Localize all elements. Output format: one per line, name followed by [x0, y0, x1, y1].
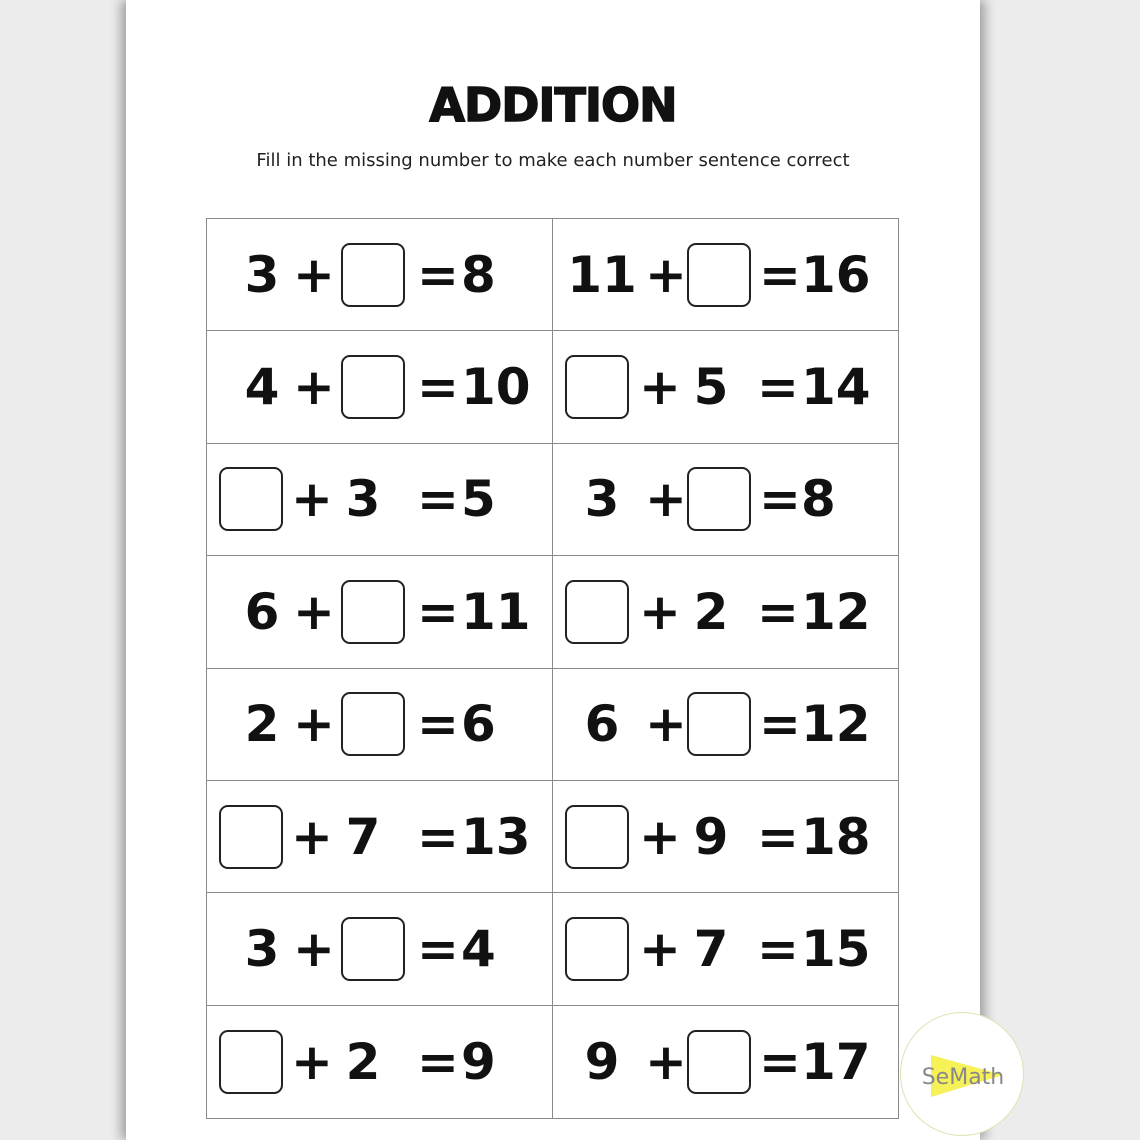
problem-cell: [553, 331, 898, 443]
equals-sign: =: [417, 245, 459, 304]
plus-sign: +: [639, 807, 681, 866]
sum-value: 17: [801, 1032, 871, 1091]
problem-cell: [207, 1006, 553, 1118]
addend-b: 2: [345, 1032, 381, 1091]
answer-box[interactable]: [565, 580, 629, 644]
plus-sign: +: [293, 695, 335, 754]
instructions-text: Fill in the missing number to make each number sentence correct: [256, 150, 850, 171]
plus-sign: +: [645, 245, 687, 304]
problem-cell: [207, 219, 553, 331]
answer-box[interactable]: [341, 692, 405, 756]
semath-logo-icon: [901, 1013, 1025, 1137]
sum-value: 11: [461, 582, 531, 641]
plus-sign: +: [645, 470, 687, 529]
addend-a: 2: [244, 695, 280, 754]
answer-box[interactable]: [565, 805, 629, 869]
plus-sign: +: [645, 695, 687, 754]
addend-a: 11: [567, 245, 637, 304]
problem-cell: [553, 669, 898, 781]
answer-box[interactable]: [341, 580, 405, 644]
page-title: ADDITION: [429, 78, 677, 132]
answer-box[interactable]: [341, 355, 405, 419]
answer-box[interactable]: [687, 467, 751, 531]
equals-sign: =: [759, 695, 801, 754]
sum-value: 8: [801, 470, 836, 529]
addend-a: 6: [584, 695, 620, 754]
sum-value: 6: [461, 695, 496, 754]
problem-cell: [207, 781, 553, 893]
answer-box[interactable]: [565, 355, 629, 419]
problem-cell: [553, 781, 898, 893]
sum-value: 4: [461, 919, 496, 978]
problem-cell: [553, 1006, 898, 1118]
answer-box[interactable]: [687, 1030, 751, 1094]
answer-box[interactable]: [687, 692, 751, 756]
addend-a: 6: [244, 582, 280, 641]
plus-sign: +: [293, 245, 335, 304]
problem-cell: [207, 893, 553, 1005]
equals-sign: =: [759, 245, 801, 304]
problem-cell: [553, 219, 898, 331]
sum-value: 8: [461, 245, 496, 304]
sum-value: 18: [801, 807, 871, 866]
addend-b: 3: [345, 470, 381, 529]
equals-sign: =: [417, 919, 459, 978]
sum-value: 15: [801, 919, 871, 978]
sum-value: 12: [801, 582, 871, 641]
plus-sign: +: [291, 470, 333, 529]
answer-box[interactable]: [219, 467, 283, 531]
addend-a: 4: [244, 358, 280, 417]
sum-value: 10: [461, 358, 531, 417]
addend-b: 7: [693, 919, 729, 978]
answer-box[interactable]: [341, 917, 405, 981]
plus-sign: +: [645, 1032, 687, 1091]
sum-value: 16: [801, 245, 871, 304]
sum-value: 9: [461, 1032, 496, 1091]
plus-sign: +: [293, 358, 335, 417]
equals-sign: =: [759, 1032, 801, 1091]
problem-cell: [207, 444, 553, 556]
equals-sign: =: [417, 582, 459, 641]
answer-box[interactable]: [219, 1030, 283, 1094]
answer-box[interactable]: [219, 805, 283, 869]
equals-sign: =: [417, 807, 459, 866]
addend-a: 3: [584, 470, 620, 529]
addend-b: 5: [693, 358, 729, 417]
equals-sign: =: [759, 470, 801, 529]
problem-cell: [207, 669, 553, 781]
logo-text: SeMath: [921, 1065, 1005, 1090]
problem-cell: [207, 556, 553, 668]
equals-sign: =: [757, 807, 799, 866]
plus-sign: +: [293, 919, 335, 978]
sum-value: 13: [461, 807, 531, 866]
equals-sign: =: [757, 358, 799, 417]
semath-logo: [900, 1012, 1024, 1136]
answer-box[interactable]: [341, 243, 405, 307]
plus-sign: +: [293, 582, 335, 641]
addend-a: 3: [244, 245, 280, 304]
worksheet-page: [126, 0, 980, 1140]
equals-sign: =: [757, 919, 799, 978]
plus-sign: +: [291, 1032, 333, 1091]
problem-cell: [553, 893, 898, 1005]
addend-a: 9: [584, 1032, 620, 1091]
problem-cell: [553, 444, 898, 556]
sum-value: 5: [461, 470, 496, 529]
equals-sign: =: [417, 695, 459, 754]
addend-b: 7: [345, 807, 381, 866]
plus-sign: +: [639, 582, 681, 641]
addend-a: 3: [244, 919, 280, 978]
problem-cell: [553, 556, 898, 668]
addend-b: 9: [693, 807, 729, 866]
answer-box[interactable]: [565, 917, 629, 981]
problem-grid: [206, 218, 899, 1119]
plus-sign: +: [639, 919, 681, 978]
plus-sign: +: [639, 358, 681, 417]
sum-value: 14: [801, 358, 871, 417]
equals-sign: =: [417, 470, 459, 529]
equals-sign: =: [757, 582, 799, 641]
sum-value: 12: [801, 695, 871, 754]
answer-box[interactable]: [687, 243, 751, 307]
plus-sign: +: [291, 807, 333, 866]
equals-sign: =: [417, 358, 459, 417]
problem-cell: [207, 331, 553, 443]
addend-b: 2: [693, 582, 729, 641]
equals-sign: =: [417, 1032, 459, 1091]
